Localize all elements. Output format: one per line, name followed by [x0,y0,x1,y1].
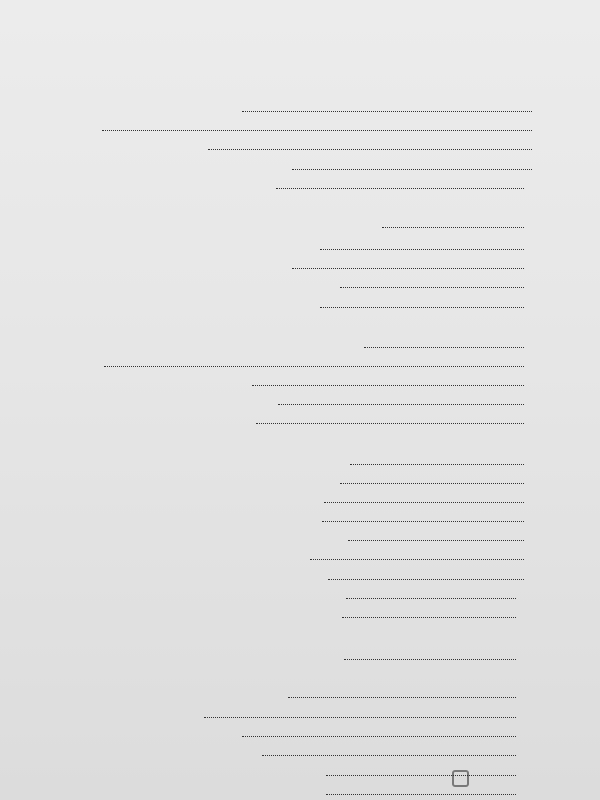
dot-leader [208,149,532,150]
dot-leader [346,598,516,599]
dot-leader [342,617,516,618]
dot-leader [292,169,532,170]
dot-leader [256,423,524,424]
dot-leader [326,775,516,776]
toc-entry [0,274,600,296]
dot-leader [348,540,524,541]
dot-leader [340,287,524,288]
dot-leader [340,483,524,484]
dot-leader [310,559,524,560]
dot-leader [242,111,532,112]
toc-entry [0,175,600,197]
toc-entry [0,781,600,800]
publisher-watermark [452,770,473,790]
dot-leader [322,521,524,522]
dot-leader [276,188,524,189]
toc-chapter-entry [0,214,600,236]
dot-leader [104,366,524,367]
toc-entry [0,684,600,706]
dot-leader [326,794,516,795]
toc-entry [0,546,600,568]
dot-leader [344,659,516,660]
dot-leader [382,227,524,228]
toc-entry [0,742,600,764]
dot-leader [364,347,524,348]
dot-leader [102,130,532,131]
toc-entry [0,604,600,626]
toc-entry [0,294,600,316]
dot-leader [204,717,516,718]
dot-leader [350,464,524,465]
dot-leader [278,404,524,405]
dot-leader [320,249,524,250]
toc-entry [0,646,600,668]
dot-leader [328,579,524,580]
dot-leader [252,385,524,386]
toc-chapter-entry [0,136,600,158]
dot-leader [292,268,524,269]
dot-leader [324,502,524,503]
dot-leader [320,307,524,308]
dot-leader [262,755,516,756]
dot-leader [288,697,516,698]
labirint-logo-icon [452,770,469,787]
toc-entry [0,410,600,432]
dot-leader [242,736,516,737]
